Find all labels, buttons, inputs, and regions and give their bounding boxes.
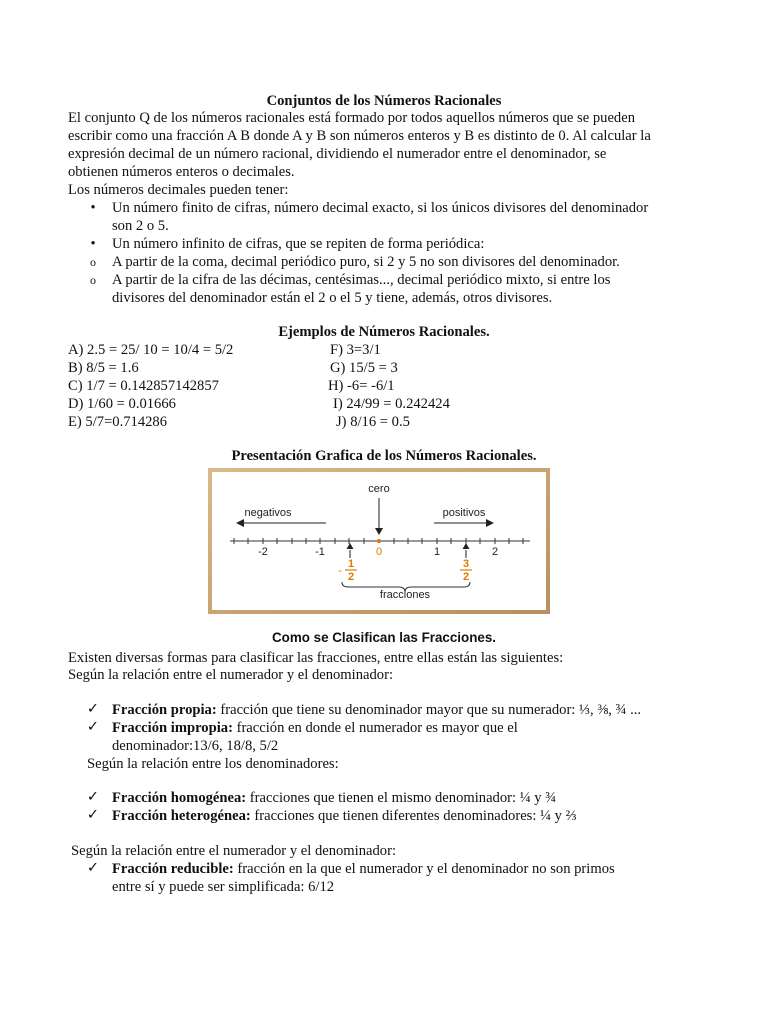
neg-fraction-sign: - [338,565,342,577]
checkmark-icon: ✓ [86,719,100,735]
example-e: E) 5/7=0.714286 [68,414,168,430]
fraction-improper [112,719,518,737]
intro-line-4: obtienen números enteros o decimales. [68,164,295,180]
fraction-heterogeneous [112,807,577,825]
fraction-heterogeneous-term: Fracción heterogénea: [112,808,251,824]
pos-fraction-numerator: 3 [462,558,470,570]
fraction-proper-text: fracción que tiene su denominador mayor que su numerador: ⅓, ⅜, ¾ ... [216,702,642,718]
fraction-reducible-term: Fracción reducible: [112,861,234,877]
fraction-reducible-text: fracción en la que el numerador y el denominador no son primos [233,861,615,877]
fraction-homogeneous-term: Fracción homogénea: [112,790,247,806]
group3-heading: Según la relación entre el numerador y el denominador: [71,843,396,859]
checkmark-icon: ✓ [86,807,100,823]
fraction-improper-cont: denominador:13/6, 18/8, 5/2 [112,738,279,754]
group2-heading: Según la relación entre los denominadores: [87,756,339,772]
checkmark-icon: ✓ [86,701,100,717]
fraction-reducible [112,860,615,878]
tick-label-minus-1: -1 [315,546,325,558]
fraction-heterogeneous-text: fracciones que tienen diferentes denominadores: ¼ y ⅔ [250,808,577,824]
pos-fraction-denominator: 2 [462,571,470,583]
fraction-homogeneous [112,789,556,807]
classification-intro-1: Existen diversas formas para clasificar las fracciones, entre ellas están las siguientes: [68,650,564,666]
circle-bullet-icon: o [90,273,96,287]
fraction-proper-term: Fracción propia: [112,702,217,718]
bullet-dot-icon: • [90,236,96,252]
sub-bullet-2-line-1: A partir de la cifra de las décimas, centésimas..., decimal periódico mixto, si entre los [112,272,611,288]
intro-line-3: expresión decimal de un número racional, dividiendo el numerador entre el denominador, se [68,146,607,162]
checkmark-icon: ✓ [86,860,100,876]
tick-label-2: 2 [491,546,499,558]
tick-label-minus-2: -2 [258,546,268,558]
checkmark-icon: ✓ [86,789,100,805]
classification-intro-2: Según la relación entre el numerador y el denominador: [68,667,393,683]
neg-fraction-denominator: 2 [347,571,355,583]
example-i: I) 24/99 = 0.242424 [333,396,450,412]
bullet-dot-icon: • [90,200,96,216]
fraction-improper-text: fracción en donde el numerador es mayor que el [232,720,518,736]
example-c: C) 1/7 = 0.142857142857 [68,378,219,394]
graphic-title: Presentación Grafica de los Números Racionales. [231,448,537,464]
label-fractions: fracciones [379,589,431,601]
sub-bullet-1: A partir de la coma, decimal periódico puro, si 2 y 5 no son divisores del denominador. [112,254,620,270]
example-h: H) -6= -6/1 [328,378,395,394]
fraction-proper [112,701,641,719]
circle-bullet-icon: o [90,255,96,269]
intro-line-1: El conjunto Q de los números racionales está formado por todos aquellos números que se pueden [68,110,635,126]
intro-line-2: escribir como una fracción A B donde A y B son números enteros y B es distinto de 0. Al calcular la [68,128,651,144]
neg-fraction-numerator: 1 [347,558,355,570]
page-title: Conjuntos de los Números Racionales [266,93,502,109]
decimal-intro: Los números decimales pueden tener: [68,182,289,198]
label-zero: cero [368,483,390,495]
example-d: D) 1/60 = 0.01666 [68,396,176,412]
example-j: J) 8/16 = 0.5 [336,414,410,430]
number-line-figure [208,468,550,614]
bullet-1-line-2: son 2 o 5. [112,218,169,234]
tick-label-1: 1 [433,546,441,558]
tick-label-0: 0 [375,546,383,558]
bullet-2-line-1: Un número infinito de cifras, que se repiten de forma periódica: [112,236,485,252]
fraction-reducible-cont: entre sí y puede ser simplificada: 6/12 [112,879,335,895]
label-positives: positivos [442,507,486,519]
fraction-improper-term: Fracción impropia: [112,720,233,736]
label-negatives: negativos [244,507,292,519]
example-a: A) 2.5 = 25/ 10 = 10/4 = 5/2 [68,342,234,358]
examples-title: Ejemplos de Números Racionales. [278,324,490,340]
example-g: G) 15/5 = 3 [330,360,398,376]
zero-marker [378,539,381,543]
fraction-homogeneous-text: fracciones que tienen el mismo denominador: ¼ y ¾ [246,790,557,806]
bullet-1-line-1: Un número finito de cifras, número decimal exacto, si los únicos divisores del denominador [112,200,649,216]
example-b: B) 8/5 = 1.6 [68,360,139,376]
example-f: F) 3=3/1 [330,342,381,358]
classification-title: Como se Clasifican las Fracciones. [271,630,496,645]
sub-bullet-2-line-2: divisores del denominador están el 2 o el 5 y tiene, además, otros divisores. [112,290,553,306]
